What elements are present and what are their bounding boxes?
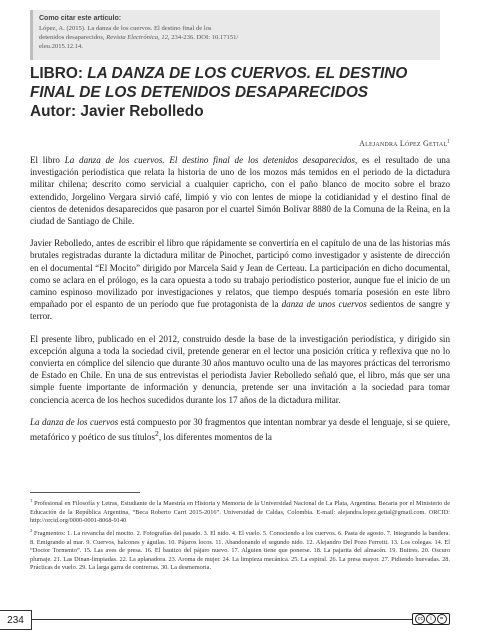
book-author: Autor: Javier Rebolledo — [30, 103, 204, 120]
footnotes — [30, 497, 450, 574]
footnote-2-text: Fragmentos: 1. La revancha del mocito. 2. Fotografías del pasado. 3. El nido. 4. El vuelo. 5. Conociendo a los cuervos. 6. Pasta de agosto. 7. Integrando la bandera. 8. Emigrando al mar. 9. Cuervos, halcones y águilas. 10. Pájaros locos. 11. Abandonando el segundo nido. 12. Alejandro Del Pozo Ferretti. 13. Los colegas. 14. El “Doctor Tormento”. 15. Las aves de presa. 16. El bautizo del pájaro nuevo. 17. Alguien tiene que ponerse. 18. La pajarita del almacén. 19. Buitres. 20. Oscuro plumaje. 21. Las Dinan-limpiadas. 22. La aplanadora. 23. Aroma de mujer. 24. La limpieza mecánica. 25. La espiral. 26. La presa mayor. 27. Pidiendo huevadas. 28. Prácticas de vuelo. 29. La larga garra de contrerras. 30. La desmemoria. — [30, 530, 450, 572]
footnote-1-text: Profesional en Filosofía y Letras, Estudiante de la Maestría en Historia y Memoria de la Universidad Nacional de La Plata, Argentina. Becaria por el Ministerio de Educación de la República Argentina, “Beca Roberto Carri 2015-2016”. Universidad de Caldas, Colombia. E-mail: alejandra.lopez.getial@gmail.com. ORCID: http://orcid.org/0000-0001-8068-9140 — [30, 500, 450, 524]
footnote-2-marker: 2 — [30, 528, 33, 534]
p2-text-a: Javier Rebolledo, antes de escribir el libro que rápidamente se convertiría en el capítulo de una de las historias más brutales registradas durante la dictadura militar de Pinochet, participó como investigador y asistente de dirección en el documental “El Mocito” dirigido por Marcela Said y Jean de Certeau. La participación en dicho documental, como se aclara en el prólogo, es la cara opuesta a todo su trabajo periodístico posterior, aunque fue el inicio de un camino espinoso movilizado por investigaciones y relatos, que tiempo después tomaría posesión en este libro empañado por el espanto de un período que fue protagonista de la — [30, 238, 450, 310]
p4-text-c: , los diferentes momentos de la — [158, 432, 272, 443]
p1-text-b: , es el resultado de una investigación periodística que relata la historia de uno de los mozos más temidos en el periodo de la dictadura militar chilena; descrito como servicial a cualquier capricho, con el paño blanco de mocito sobre el brazo extendido, Jorgelino Vergara sirvió café, limpió y vio con lentes de miope la cotidianidad y el destino final de cientos de detenidos desaparecidos que pasaron por el cuartel Simón Bolívar 8880 de la Comuna de la Reina, en la ciudad de Santiago de Chile. — [30, 155, 451, 227]
citation-line-2 — [39, 33, 432, 42]
title-prefix: LIBRO: — [30, 65, 88, 82]
paragraph-3: El presente libro, publicado en el 2012, construido desde la base de la investigación periodística, y dirigido sin excepción alguna a toda la sociedad civil, pretende generar en el lector una posición crítica y reflexiva que no lo convierta en cómplice del silencio que durante 30 años mantuvo oculto una de las mayores prácticas del terrorismo de Estado en Chile. En una de sus entrevistas el periodista Javier Rebolledo señaló que, el libro, más que ser una simple fuente importante de información y denuncia, pretende ser una invitación a la sociedad para tomar conciencia acerca de los hechos sucedidos durante los 17 años de la dictadura militar. — [30, 333, 450, 405]
footnote-divider — [30, 492, 140, 493]
no-derivatives-icon: = — [437, 614, 447, 624]
paragraph-4 — [30, 416, 450, 443]
page-number: 234 — [0, 610, 32, 630]
paragraph-2 — [30, 237, 450, 322]
footnote-2 — [30, 527, 450, 572]
p2-text-b: sedientos de sangre y terror. — [30, 299, 450, 322]
paragraph-1 — [30, 154, 450, 227]
attribution-icon: i — [426, 614, 436, 624]
article-body — [30, 154, 450, 453]
bottom-rule — [32, 619, 450, 620]
citation-line-2-b: , 234-236. DOI: 10.17151/ — [167, 34, 239, 41]
citation-heading: Como citar este artículo: — [39, 15, 122, 22]
footnote-ref-2[interactable]: 2 — [155, 429, 159, 439]
citation-text — [39, 24, 432, 51]
citation-journal: Revista Electrónica, 12 — [106, 34, 168, 41]
p4-book-title: La danza de los cuervos — [30, 416, 119, 427]
creative-commons-icon[interactable] — [412, 613, 450, 625]
footnote-1-marker: 1 — [30, 498, 33, 503]
review-author-name: Alejandra López Getial — [359, 139, 448, 148]
citation-line-3: eleu.2015.12.14. — [39, 43, 83, 50]
article-title — [30, 64, 450, 121]
p2-italic: danza de unos cuervos — [281, 299, 367, 310]
citation-line-1: López, A. (2015). La danza de los cuervos. El destino final de los — [39, 25, 212, 32]
cc-icon: cc — [415, 614, 425, 624]
citation-line-2-a: detenidos desaparecidos, — [39, 34, 107, 41]
p4-text-b: está compuesto por 30 fragmentos que intentan nombrar ya desde el lenguaje, si se quiere, metafórico y poético de sus títulos — [30, 416, 450, 443]
footnote-1 — [30, 497, 450, 525]
p1-text-a: El libro — [30, 155, 65, 165]
citation-box — [30, 10, 440, 60]
title-italic: LA DANZA DE LOS CUERVOS. EL DESTINO FINAL DE LOS DETENIDOS DESAPARECIDOS — [30, 65, 408, 101]
p1-book-title: La danza de los cuervos. El destino final de los detenidos desaparecidos — [64, 155, 355, 165]
footnote-ref-1[interactable]: 1 — [447, 139, 450, 145]
review-author — [359, 139, 450, 148]
